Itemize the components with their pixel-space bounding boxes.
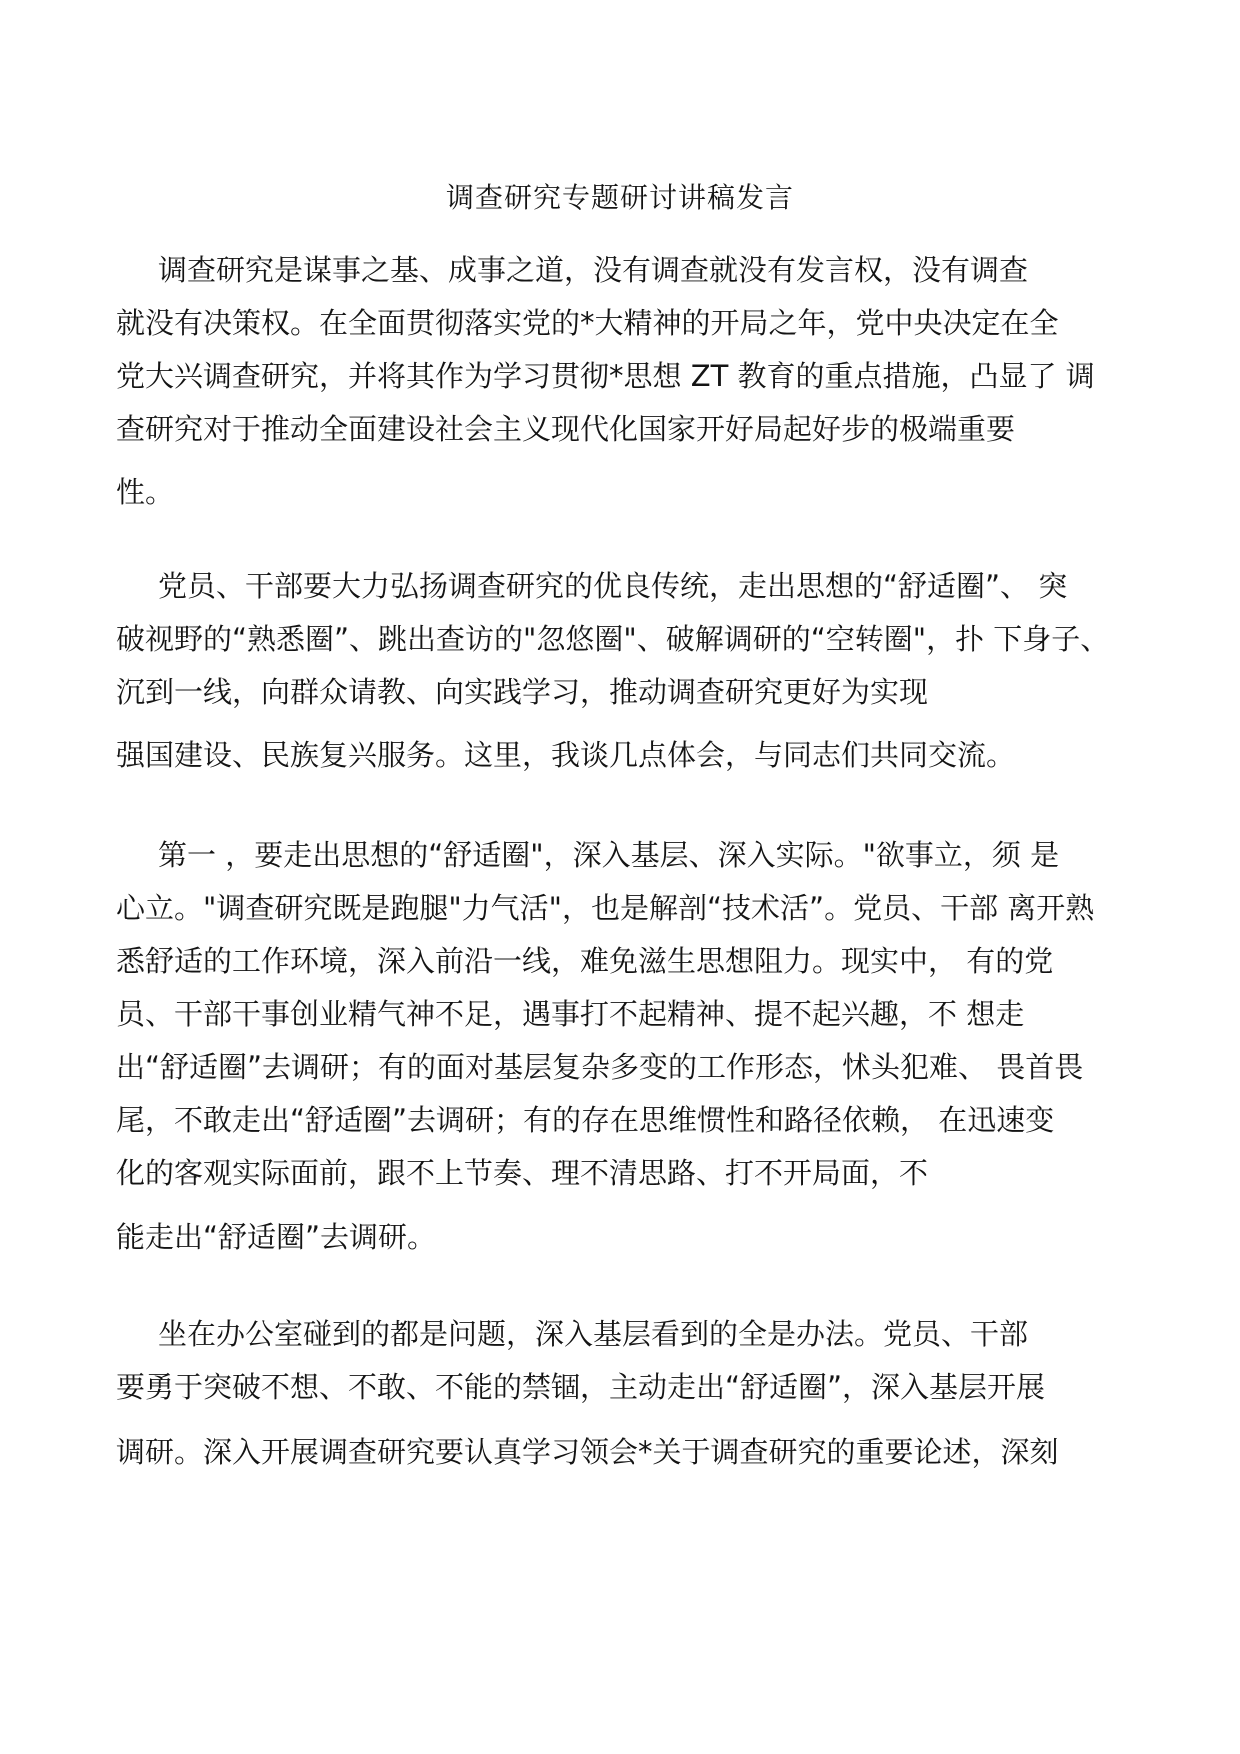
- paragraph-3-line-8: 能走出“舒适圈”去调研。: [116, 1220, 437, 1254]
- paragraph-2-line-1: 党员、干部要大力弘扬调查研究的优良传统，走出思想的“舒适圈”、 突: [158, 569, 1068, 603]
- paragraph-3-line-4: 员、干部干事创业精气神不足，遇事打不起精神、提不起兴趣，不 想走: [116, 997, 1025, 1031]
- paragraph-1-line-2: 就没有决策权。在全面贯彻落实党的*大精神的开局之年，党中央决定在全: [116, 306, 1059, 340]
- paragraph-3-line-7: 化的客观实际面前，跟不上节奏、理不清思路、打不开局面，不: [116, 1156, 929, 1190]
- paragraph-4-line-1: 坐在办公室碰到的都是问题，深入基层看到的全是办法。党员、干部: [158, 1317, 1029, 1351]
- paragraph-1-line-1: 调查研究是谋事之基、成事之道，没有调查就没有发言权，没有调查: [158, 253, 1029, 287]
- paragraph-2-line-4: 强国建设、民族复兴服务。这里，我谈几点体会，与同志们共同交流。: [116, 738, 1016, 772]
- paragraph-3-line-3: 悉舒适的工作环境，深入前沿一线，难免滋生思想阻力。现实中， 有的党: [116, 944, 1054, 978]
- paragraph-2-line-2: 破视野的“熟悉圈”、跳出查访的"忽悠圈"、破解调研的“空转圈"，扑 下身子、: [116, 622, 1110, 656]
- document-title: 调查研究专题研讨讲稿发言: [445, 181, 794, 214]
- paragraph-3-line-1: 第一 ，要走出思想的“舒适圈"，深入基层、深入实际。"欲事立，须 是: [158, 838, 1060, 872]
- paragraph-3-line-2: 心立。"调查研究既是跑腿"力气活"，也是解剖“技术活”。党员、干部 离开熟: [116, 891, 1095, 925]
- paragraph-3-line-6: 尾，不敢走出“舒适圈”去调研；有的存在思维惯性和路径依赖， 在迅速变: [116, 1103, 1055, 1137]
- paragraph-4-line-3: 调研。深入开展调查研究要认真学习领会*关于调查研究的重要论述，深刻: [116, 1435, 1059, 1469]
- paragraph-1-line-3: 党大兴调查研究，并将其作为学习贯彻*思想 ZT 教育的重点措施，凸显了 调: [116, 359, 1095, 393]
- paragraph-1-line-4: 查研究对于推动全面建设社会主义现代化国家开好局起好步的极端重要: [116, 412, 1016, 446]
- paragraph-2-line-3: 沉到一线，向群众请教、向实践学习，推动调查研究更好为实现: [116, 675, 929, 709]
- paragraph-3-line-5: 出“舒适圈”去调研；有的面对基层复杂多变的工作形态，怵头犯难、 畏首畏: [116, 1050, 1084, 1084]
- paragraph-4-line-2: 要勇于突破不想、不敢、不能的禁锢，主动走出“舒适圈”，深入基层开展: [116, 1370, 1046, 1404]
- paragraph-1-line-5: 性。: [116, 475, 175, 509]
